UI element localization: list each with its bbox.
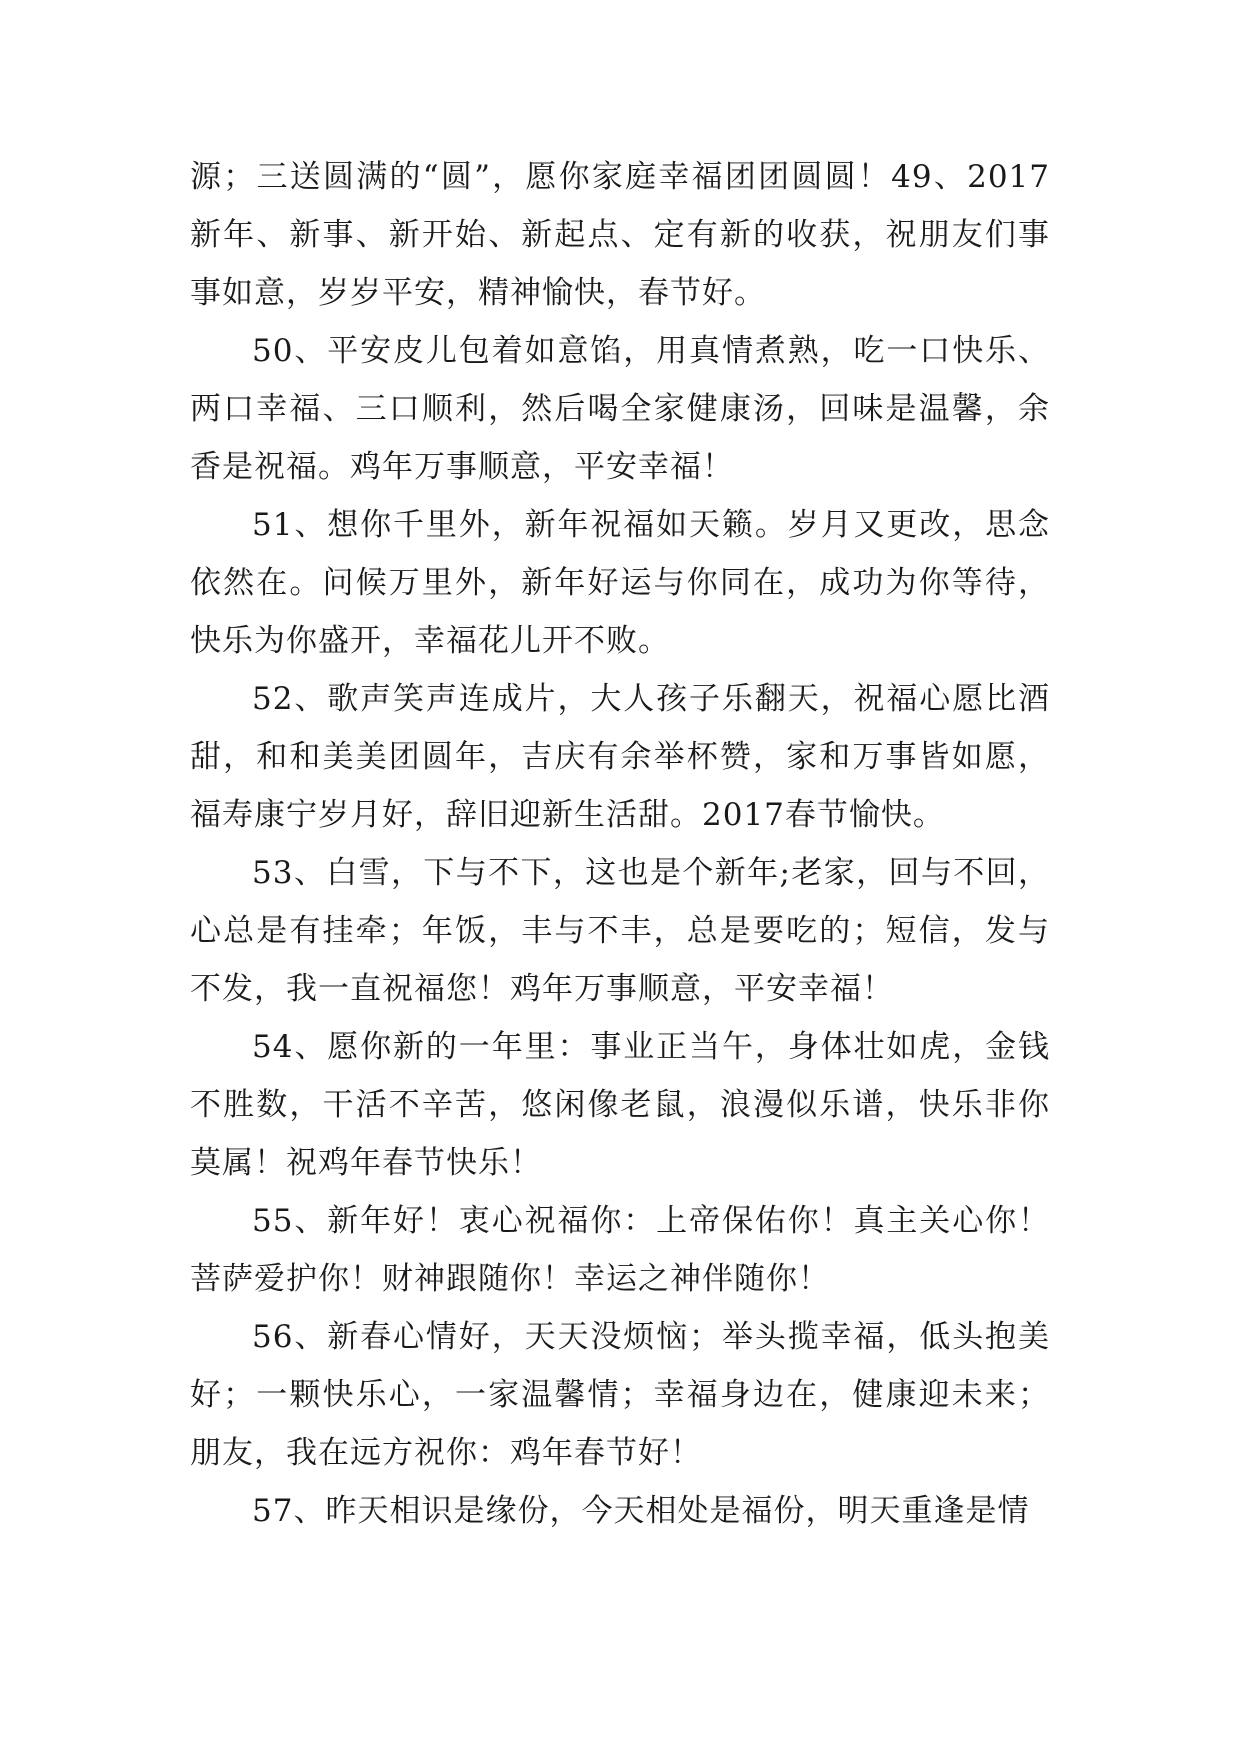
- paragraph-56: 56、新春心情好，天天没烦恼；举头揽幸福，低头抱美好；一颗快乐心，一家温馨情；幸福身边在，健康迎未来；朋友，我在远方祝你：鸡年春节好！: [190, 1319, 1050, 1471]
- paragraph-57: 57、昨天相识是缘份，今天相处是福份，明天重逢是情: [252, 1493, 1030, 1529]
- paragraph-51: 51、想你千里外，新年祝福如天籁。岁月又更改，思念依然在。问候万里外，新年好运与你同在，成功为你等待，快乐为你盛开，幸福花儿开不败。: [190, 507, 1050, 659]
- paragraph-54: 54、愿你新的一年里：事业正当午，身体壮如虎，金钱不胜数，干活不辛苦，悠闲像老鼠，浪漫似乐谱，快乐非你莫属！祝鸡年春节快乐！: [190, 1029, 1050, 1181]
- paragraph-continued: 源；三送圆满的“圆”，愿你家庭幸福团团圆圆！49、2017新年、新事、新开始、新起点、定有新的收获，祝朋友们事事如意，岁岁平安，精神愉快，春节好。: [190, 159, 1050, 311]
- paragraph-50: 50、平安皮儿包着如意馅，用真情煮熟，吃一口快乐、两口幸福、三口顺利，然后喝全家健康汤，回味是温馨，余香是祝福。鸡年万事顺意，平安幸福！: [190, 333, 1050, 485]
- paragraph-53: 53、白雪，下与不下，这也是个新年;老家，回与不回，心总是有挂牵；年饭，丰与不丰，总是要吃的；短信，发与不发，我一直祝福您！鸡年万事顺意，平安幸福！: [190, 855, 1050, 1007]
- paragraph-55: 55、新年好！衷心祝福你：上帝保佑你！真主关心你！菩萨爱护你！财神跟随你！幸运之神伴随你！: [190, 1203, 1050, 1297]
- paragraph-52: 52、歌声笑声连成片，大人孩子乐翻天，祝福心愿比酒甜，和和美美团圆年，吉庆有余举杯赞，家和万事皆如愿，福寿康宁岁月好，辞旧迎新生活甜。2017春节愉快。: [190, 681, 1050, 833]
- document-body: [190, 148, 1050, 1540]
